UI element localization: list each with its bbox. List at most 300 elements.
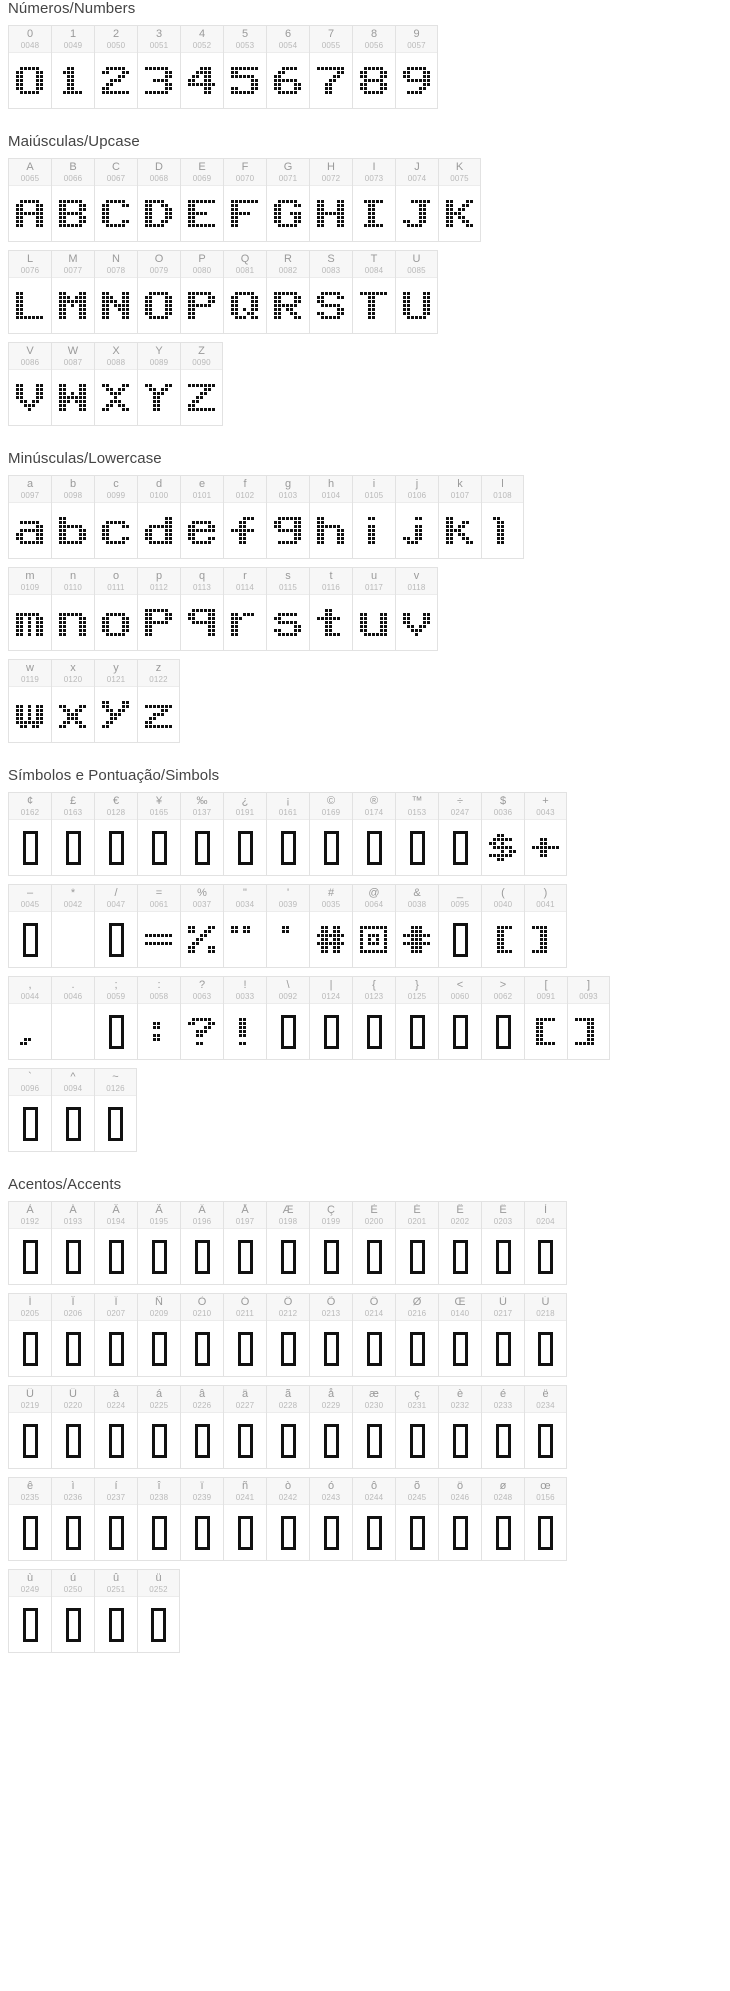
glyph-dot [360,71,363,74]
glyph-preview [52,278,94,333]
glyph-dot [153,216,156,219]
glyph-cell[interactable] [94,250,137,334]
glyph-dot [40,204,43,207]
glyph-cell[interactable] [524,884,567,968]
glyph-cell[interactable] [51,342,94,426]
glyph-dot [231,300,234,303]
glyph-dot [67,541,70,544]
glyph-cell[interactable] [94,567,137,651]
glyph-cell[interactable] [94,1477,137,1561]
glyph-dot [75,613,78,616]
glyph-header [267,568,309,595]
glyph-cell[interactable] [180,158,223,242]
glyph-dot [255,938,258,941]
glyph-character-label: u [370,570,378,582]
glyph-character-label: 2 [112,28,120,40]
glyph-cell[interactable] [180,25,223,109]
glyph-cell[interactable] [352,792,395,876]
glyph-dot [321,220,324,223]
glyph-cell[interactable] [180,1385,223,1469]
glyph-cell[interactable] [266,1477,309,1561]
glyph-cell[interactable] [352,1477,395,1561]
glyph-dot [200,312,203,315]
glyph-dot [28,713,31,716]
glyph-cell[interactable] [223,158,266,242]
glyph-dot [16,713,19,716]
glyph-cell[interactable] [94,792,137,876]
glyph-cell[interactable] [309,976,352,1060]
glyph-dot [79,392,82,395]
glyph-cell[interactable] [223,884,266,968]
glyph-dot [255,609,258,612]
glyph-dot [20,224,23,227]
glyph-cell[interactable] [223,976,266,1060]
glyph-dot [556,938,559,941]
glyph-cell[interactable] [352,25,395,109]
glyph-dot [427,930,430,933]
glyph-cell[interactable] [137,567,180,651]
glyph-dot [337,633,340,636]
glyph-dot [380,204,383,207]
glyph-dot [294,537,297,540]
glyph-cell[interactable] [180,1477,223,1561]
glyph-cell[interactable] [137,342,180,426]
glyph-dot [28,404,31,407]
glyph-cell[interactable] [51,1201,94,1285]
glyph-cell[interactable] [223,567,266,651]
glyph-dot [32,1034,35,1037]
glyph-preview [310,53,352,108]
glyph-cell[interactable] [180,1293,223,1377]
glyph-cell[interactable] [395,976,438,1060]
glyph-dot [235,91,238,94]
glyph-cell[interactable] [481,1201,524,1285]
glyph-dot [317,934,320,937]
glyph-cell[interactable] [266,1293,309,1377]
glyph-cell[interactable] [395,1477,438,1561]
glyph-cell[interactable] [309,1201,352,1285]
glyph-cell[interactable] [137,158,180,242]
glyph-cell[interactable] [180,342,223,426]
glyph-cell[interactable] [438,1477,481,1561]
glyph-cell[interactable] [352,1201,395,1285]
glyph-cell[interactable] [51,250,94,334]
glyph-dot [212,75,215,78]
glyph-cell[interactable] [438,1201,481,1285]
glyph-dot [79,621,82,624]
glyph-cell[interactable] [51,1293,94,1377]
glyph-cell[interactable] [438,475,481,559]
glyph-dot [380,316,383,319]
glyph-dot [110,521,113,524]
glyph-cell[interactable] [481,792,524,876]
glyph-dot [36,200,39,203]
glyph-dot [329,950,332,953]
glyph-cell[interactable] [94,25,137,109]
glyph-cell[interactable] [51,792,94,876]
glyph-dot [239,621,242,624]
glyph-dot [157,200,160,203]
glyph-cell[interactable] [352,1293,395,1377]
glyph-cell[interactable] [137,475,180,559]
glyph-dot [376,216,379,219]
glyph-dot [286,609,289,612]
missing-glyph-box [410,1240,425,1274]
glyph-cell[interactable] [481,1385,524,1469]
glyph-dot [298,930,301,933]
glyph-dot [384,71,387,74]
glyph-dot [540,1018,543,1021]
glyph-cell[interactable] [8,25,51,109]
glyph-cell[interactable] [8,1201,51,1285]
glyph-cell[interactable] [94,976,137,1060]
glyph-cell[interactable] [8,250,51,334]
glyph-dot [16,617,19,620]
glyph-cell[interactable] [309,567,352,651]
glyph-cell[interactable] [524,1293,567,1377]
glyph-dot [407,613,410,616]
glyph-dot [196,609,199,612]
glyph-dot [255,942,258,945]
glyph-cell[interactable] [51,1385,94,1469]
glyph-cell[interactable] [352,976,395,1060]
glyph-cell[interactable] [352,567,395,651]
glyph-dot [231,200,234,203]
glyph-header [181,1478,223,1505]
glyph-cell[interactable] [8,158,51,242]
glyph-cell[interactable] [137,1201,180,1285]
glyph-cell[interactable] [94,659,137,743]
glyph-dot [28,517,31,520]
glyph-cell[interactable] [94,1569,137,1653]
glyph-dot [145,384,148,387]
glyph-cell[interactable] [438,1385,481,1469]
glyph-cell[interactable] [524,1477,567,1561]
glyph-dot [145,1034,148,1037]
glyph-cell[interactable] [8,884,51,968]
glyph-cell[interactable] [94,1293,137,1377]
glyph-cell[interactable] [51,475,94,559]
glyph-cell[interactable] [481,475,524,559]
glyph-cell[interactable] [8,1569,51,1653]
glyph-cell[interactable] [352,158,395,242]
glyph-cell[interactable] [223,1293,266,1377]
glyph-dot [200,404,203,407]
glyph-dot [407,934,410,937]
glyph-cell[interactable] [51,976,94,1060]
glyph-dot [165,224,168,227]
glyph-dot [403,296,406,299]
glyph-cell[interactable] [266,792,309,876]
glyph-code-label: 0107 [450,491,470,500]
glyph-dot [32,312,35,315]
glyph-preview [310,1229,352,1284]
glyph-cell[interactable] [8,792,51,876]
glyph-cell[interactable] [180,1201,223,1285]
glyph-dot [106,75,109,78]
glyph-dot [325,625,328,628]
glyph-cell[interactable] [266,1385,309,1469]
glyph-cell[interactable] [524,792,567,876]
glyph-dot [102,529,105,532]
glyph-cell[interactable] [94,884,137,968]
glyph-cell[interactable] [352,884,395,968]
glyph-dot [505,850,508,853]
glyph-cell[interactable] [8,1293,51,1377]
glyph-dot [415,617,418,620]
glyph-cell[interactable] [137,1385,180,1469]
glyph-cell[interactable] [51,158,94,242]
glyph-cell[interactable] [94,1068,137,1152]
glyph-dot [118,292,121,295]
glyph-cell[interactable] [94,342,137,426]
glyph-dot [317,938,320,941]
dot-matrix-glyph [403,67,431,95]
glyph-dot [247,87,250,90]
glyph-cell[interactable] [51,884,94,968]
glyph-dot [282,525,285,528]
glyph-dot [274,521,277,524]
glyph-cell[interactable] [481,976,524,1060]
glyph-header [138,251,180,278]
glyph-cell[interactable] [266,1201,309,1285]
glyph-dot [247,220,250,223]
glyph-cell[interactable] [8,976,51,1060]
glyph-cell[interactable] [51,567,94,651]
glyph-cell[interactable] [567,976,610,1060]
glyph-dot [71,721,74,724]
glyph-cell[interactable] [180,884,223,968]
glyph-dot [364,617,367,620]
glyph-dot [337,316,340,319]
glyph-cell[interactable] [137,884,180,968]
glyph-cell[interactable] [137,1293,180,1377]
glyph-cell[interactable] [223,1201,266,1285]
glyph-dot [83,67,86,70]
glyph-cell[interactable] [438,884,481,968]
glyph-dot [204,400,207,403]
glyph-dot [247,312,250,315]
glyph-cell[interactable] [223,1385,266,1469]
glyph-cell[interactable] [352,1385,395,1469]
glyph-cell[interactable] [8,1477,51,1561]
glyph-cell[interactable] [137,976,180,1060]
glyph-cell[interactable] [8,1385,51,1469]
glyph-cell[interactable] [524,1385,567,1469]
glyph-dot [509,838,512,841]
glyph-cell[interactable] [309,884,352,968]
glyph-dot [255,292,258,295]
glyph-cell[interactable] [395,158,438,242]
glyph-dot [106,629,109,632]
glyph-dot [376,312,379,315]
glyph-dot [196,946,199,949]
glyph-cell[interactable] [180,976,223,1060]
glyph-dot [145,525,148,528]
glyph-dot [83,208,86,211]
glyph-cell[interactable] [94,1201,137,1285]
glyph-dot [552,858,555,861]
glyph-cell[interactable] [137,1569,180,1653]
glyph-cell[interactable] [395,475,438,559]
glyph-dot [407,296,410,299]
glyph-cell[interactable] [352,250,395,334]
glyph-preview [138,53,180,108]
glyph-cell[interactable] [266,976,309,1060]
glyph-cell[interactable] [395,1385,438,1469]
glyph-cell[interactable] [180,250,223,334]
glyph-preview [353,1413,395,1468]
glyph-cell[interactable] [223,1477,266,1561]
glyph-cell[interactable] [309,25,352,109]
glyph-dot [470,212,473,215]
glyph-cell[interactable] [8,475,51,559]
missing-glyph-box [66,1240,81,1274]
glyph-cell[interactable] [51,25,94,109]
glyph-cell[interactable] [438,1293,481,1377]
glyph-dot [192,521,195,524]
glyph-dot [466,533,469,536]
glyph-dot [40,617,43,620]
glyph-dot [333,200,336,203]
glyph-cell[interactable] [8,1068,51,1152]
glyph-cell[interactable] [481,1293,524,1377]
glyph-dot [427,220,430,223]
glyph-header [9,660,51,687]
glyph-cell[interactable] [223,475,266,559]
glyph-dot [28,208,31,211]
glyph-dot [282,533,285,536]
glyph-cell[interactable] [309,1293,352,1377]
glyph-dot [169,204,172,207]
glyph-cell[interactable] [309,158,352,242]
glyph-dot [595,1026,598,1029]
glyph-dot [122,296,125,299]
glyph-dot [149,934,152,937]
glyph-cell[interactable] [395,567,438,651]
glyph-cell[interactable] [137,792,180,876]
glyph-dot [231,292,234,295]
glyph-dot [364,308,367,311]
glyph-character-label: – [26,887,34,899]
glyph-cell[interactable] [8,342,51,426]
glyph-dot [317,950,320,953]
glyph-cell[interactable] [266,250,309,334]
glyph-cell[interactable] [8,659,51,743]
glyph-cell[interactable] [94,158,137,242]
glyph-dot [403,525,406,528]
glyph-cell[interactable] [266,884,309,968]
glyph-dot [384,208,387,211]
glyph-cell[interactable] [223,250,266,334]
glyph-dot [200,1042,203,1045]
glyph-cell[interactable] [223,25,266,109]
glyph-cell[interactable] [51,1477,94,1561]
glyph-cell[interactable] [395,792,438,876]
glyph-cell[interactable] [352,475,395,559]
glyph-cell[interactable] [395,1293,438,1377]
glyph-cell[interactable] [524,1201,567,1285]
glyph-cell[interactable] [266,25,309,109]
glyph-cell[interactable] [309,792,352,876]
glyph-dot [24,721,27,724]
glyph-dot [337,312,340,315]
glyph-cell[interactable] [438,158,481,242]
glyph-cell[interactable] [94,475,137,559]
glyph-dot [36,312,39,315]
glyph-dot [165,926,168,929]
glyph-cell[interactable] [94,1385,137,1469]
glyph-dot [16,1022,19,1025]
glyph-cell[interactable] [438,976,481,1060]
glyph-cell[interactable] [266,475,309,559]
glyph-header [95,660,137,687]
glyph-cell[interactable] [51,1569,94,1653]
glyph-cell[interactable] [8,567,51,651]
glyph-dot [407,938,410,941]
glyph-cell[interactable] [309,250,352,334]
glyph-cell[interactable] [395,884,438,968]
glyph-cell[interactable] [438,792,481,876]
glyph-dot [329,533,332,536]
glyph-dot [360,300,363,303]
glyph-header [267,1294,309,1321]
glyph-cell[interactable] [395,25,438,109]
glyph-cell[interactable] [51,659,94,743]
glyph-cell[interactable] [395,1201,438,1285]
glyph-cell[interactable] [309,475,352,559]
glyph-dot [384,220,387,223]
glyph-cell[interactable] [524,976,567,1060]
missing-glyph-box [538,1332,553,1366]
glyph-dot [161,934,164,937]
glyph-dot [71,71,74,74]
glyph-dot [243,224,246,227]
glyph-cell[interactable] [395,250,438,334]
glyph-dot [423,75,426,78]
glyph-dot [149,1042,152,1045]
glyph-cell[interactable] [266,567,309,651]
glyph-dot [153,1038,156,1041]
glyph-dot [118,701,121,704]
glyph-character-label: ü [155,1572,162,1584]
glyph-cell[interactable] [180,567,223,651]
glyph-cell[interactable] [51,1068,94,1152]
glyph-cell[interactable] [180,792,223,876]
glyph-cell[interactable] [481,884,524,968]
glyph-cell[interactable] [309,1385,352,1469]
glyph-cell[interactable] [481,1477,524,1561]
glyph-cell[interactable] [223,792,266,876]
glyph-dot [513,926,516,929]
glyph-cell[interactable] [137,250,180,334]
glyph-dot [509,858,512,861]
glyph-dot [337,204,340,207]
glyph-dot [200,71,203,74]
glyph-dot [110,300,113,303]
glyph-cell[interactable] [137,25,180,109]
glyph-dot [317,204,320,207]
glyph-cell[interactable] [266,158,309,242]
glyph-dot [212,950,215,953]
glyph-dot [505,529,508,532]
glyph-cell[interactable] [137,659,180,743]
glyph-cell[interactable] [137,1477,180,1561]
glyph-cell[interactable] [309,1477,352,1561]
glyph-dot [532,1030,535,1033]
glyph-dot [192,224,195,227]
glyph-cell[interactable] [180,475,223,559]
